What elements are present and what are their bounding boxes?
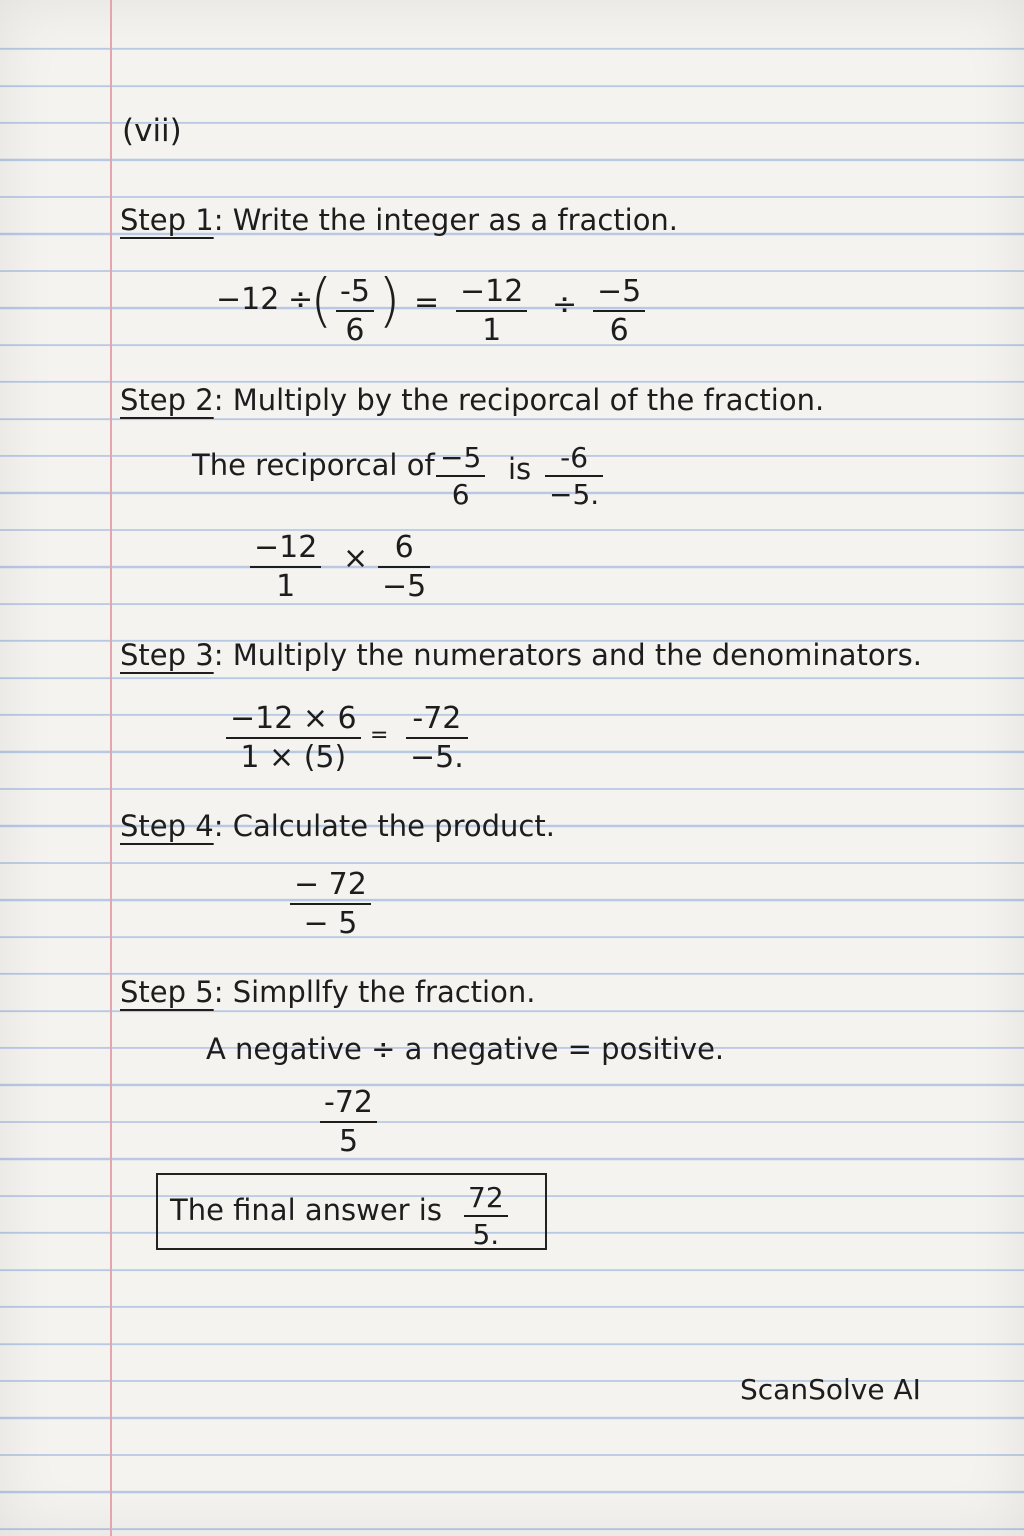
step-1-text: : Write the integer as a fraction. xyxy=(213,203,679,237)
fraction-numerator: -5 xyxy=(340,274,370,309)
step-5-heading xyxy=(120,975,536,1009)
step-1-open-paren: ( xyxy=(310,266,333,334)
final-answer-fraction xyxy=(464,1181,508,1251)
step-1-fraction-1 xyxy=(456,274,527,348)
step-5-text: : Simpllfy the fraction. xyxy=(213,975,536,1009)
fraction-denominator: −5. xyxy=(410,740,464,775)
step-2-heading xyxy=(120,383,825,417)
fraction-numerator: −5 xyxy=(440,441,482,474)
fraction-numerator: 6 xyxy=(394,530,414,565)
step-2-text: : Multiply by the reciporcal of the fraction. xyxy=(213,383,825,417)
fraction-denominator: 5 xyxy=(338,1124,359,1159)
fraction-denominator: 6 xyxy=(345,313,365,348)
final-answer-text: The final answer is xyxy=(170,1193,442,1227)
fraction-numerator: − 72 xyxy=(294,867,367,902)
fraction-denominator: 5. xyxy=(472,1218,500,1251)
fraction-denominator: 1 xyxy=(482,313,502,348)
step-3-fraction-2 xyxy=(406,701,468,775)
step-3-label: Step 3 xyxy=(120,638,214,672)
fraction-numerator: 72 xyxy=(468,1181,504,1214)
step-1-heading xyxy=(120,203,679,237)
fraction-numerator: −12 × 6 xyxy=(230,701,357,736)
step-1-lhs-fraction xyxy=(336,274,374,348)
step-2-sub-fraction-b xyxy=(545,441,603,511)
step-4-fraction xyxy=(290,867,371,941)
step-5-sub-text: A negative ÷ a negative = positive. xyxy=(206,1032,725,1066)
fraction-denominator: 6 xyxy=(451,478,470,511)
fraction-numerator: -72 xyxy=(324,1085,373,1120)
step-2-fraction-1 xyxy=(250,530,321,604)
step-2-sub-text-2: is xyxy=(508,452,532,486)
watermark: ScanSolve AI xyxy=(740,1373,921,1406)
step-4-label: Step 4 xyxy=(120,809,214,843)
step-4-text: : Calculate the product. xyxy=(213,809,555,843)
fraction-numerator: −12 xyxy=(460,274,524,309)
problem-label: (vii) xyxy=(122,113,182,149)
fraction-numerator: -72 xyxy=(412,701,462,736)
step-5-fraction xyxy=(320,1085,377,1159)
fraction-denominator: 1 × (5) xyxy=(240,740,347,775)
step-1-label: Step 1 xyxy=(120,203,214,237)
fraction-numerator: −12 xyxy=(254,530,318,565)
step-4-heading xyxy=(120,809,555,843)
step-1-equals: = xyxy=(414,285,440,320)
step-3-fraction-1 xyxy=(226,701,361,775)
fraction-denominator: −5 xyxy=(382,569,427,604)
fraction-denominator: 1 xyxy=(276,569,296,604)
step-2-operator: × xyxy=(343,541,369,576)
step-2-sub-text-1: The reciporcal of xyxy=(192,448,435,482)
step-3-text: : Multiply the numerators and the denominators. xyxy=(213,638,922,672)
step-2-label: Step 2 xyxy=(120,383,214,417)
fraction-denominator: −5. xyxy=(549,478,600,511)
step-1-lhs-op: ÷ xyxy=(288,282,314,317)
fraction-numerator: −5 xyxy=(597,274,642,309)
step-5-label: Step 5 xyxy=(120,975,214,1009)
step-3-operator: = xyxy=(370,723,389,748)
fraction-denominator: 6 xyxy=(609,313,629,348)
step-1-lhs-int: −12 xyxy=(216,282,280,317)
step-1-close-paren: ) xyxy=(378,266,401,334)
fraction-denominator: − 5 xyxy=(303,906,358,941)
step-3-heading xyxy=(120,638,922,672)
margin-line xyxy=(110,0,112,1536)
step-2-fraction-2 xyxy=(378,530,430,604)
fraction-numerator: -6 xyxy=(560,441,589,474)
step-2-sub-fraction-a xyxy=(436,441,485,511)
step-1-operator: ÷ xyxy=(552,287,578,322)
step-1-fraction-2 xyxy=(593,274,645,348)
